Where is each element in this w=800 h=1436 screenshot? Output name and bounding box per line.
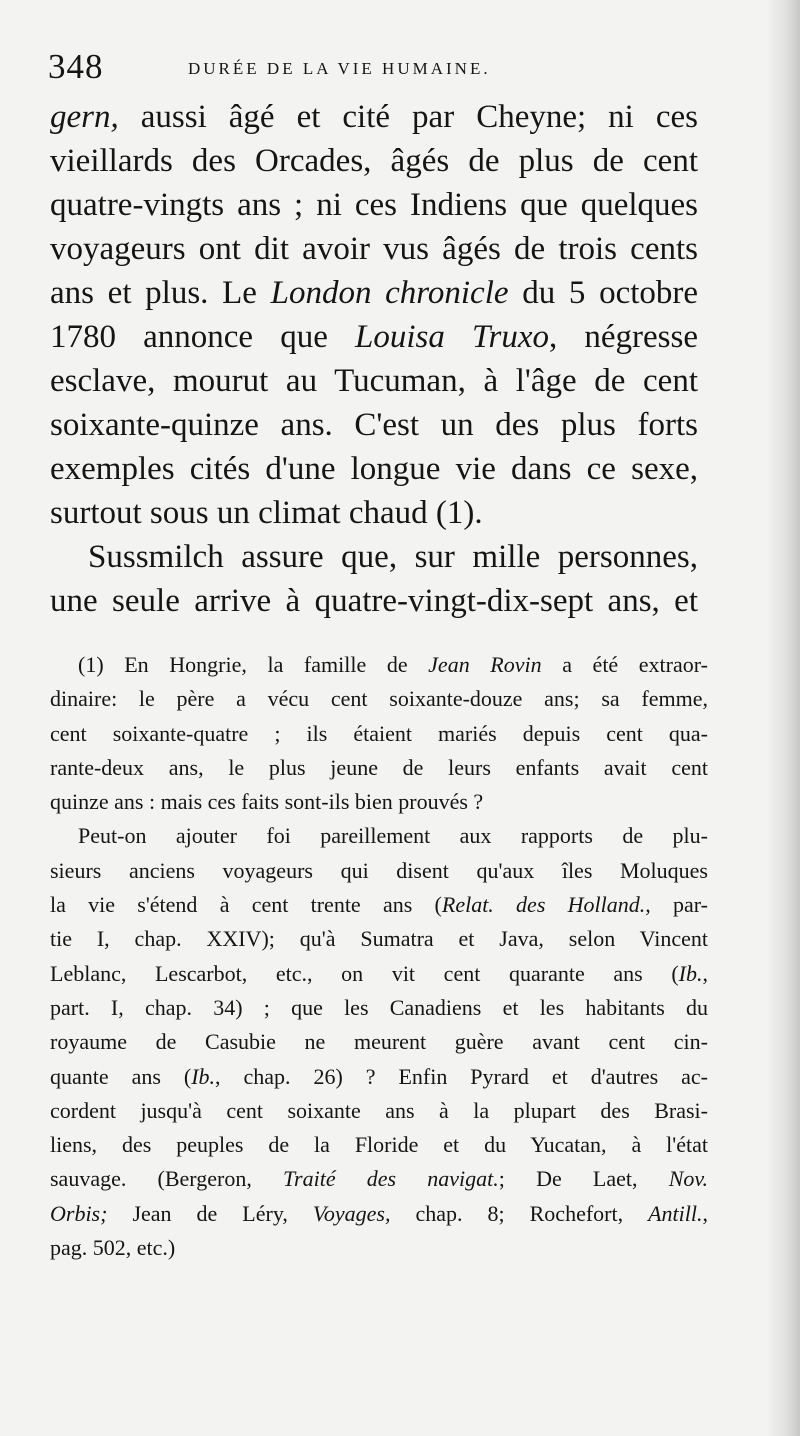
page-number: 348: [48, 47, 104, 86]
text-line: une seule arrive à quatre-vingt-dix-sept ans, et: [50, 583, 698, 619]
footnote-line: (1) En Hongrie, la famille de Jean Rovin a été extraor-: [78, 652, 708, 677]
running-title: DURÉE DE LA VIE HUMAINE.: [188, 59, 491, 78]
footnote-line: sieurs anciens voyageurs qui disent qu'aux îles Moluques: [50, 857, 708, 883]
footnote-line: royaume de Casubie ne meurent guère avant cent cin-: [50, 1029, 708, 1055]
text-line: surtout sous un climat chaud (1).: [50, 495, 483, 531]
text-line: 1780 annonce que Louisa Truxo, négresse: [50, 319, 698, 355]
footnote-line: quante ans (Ib., chap. 26) ? Enfin Pyrard et d'autres ac-: [50, 1063, 709, 1089]
footnote-line: la vie s'étend à cent trente ans (Relat. des Holland., par-: [50, 892, 708, 918]
footnote-line: rante-deux ans, le plus jeune de leurs enfants avait cent: [50, 754, 708, 780]
text-line: quatre-vingts ans ; ni ces Indiens que quelques: [50, 187, 698, 223]
footnote-line: Orbis; Jean de Léry, Voyages, chap. 8; Rochefort, Antill.,: [50, 1200, 708, 1226]
page-header: [48, 45, 708, 89]
page-edge-shadow: [766, 0, 800, 1436]
footnote-line: dinaire: le père a vécu cent soixante-douze ans; sa femme,: [50, 686, 708, 712]
text-line: esclave, mourut au Tucuman, à l'âge de cent: [50, 363, 698, 399]
footnote-line: liens, des peuples de la Floride et du Yucatan, à l'état: [50, 1132, 708, 1158]
footnote-line: sauvage. (Bergeron, Traité des navigat.; De Laet, Nov.: [50, 1166, 708, 1192]
text-line: voyageurs ont dit avoir vus âgés de trois cents: [50, 231, 698, 267]
footnote-line: Peut-on ajouter foi pareillement aux rapports de plu-: [78, 823, 708, 849]
text-line: ans et plus. Le London chronicle du 5 octobre: [50, 275, 699, 311]
footnote-line: pag. 502, etc.): [50, 1235, 176, 1261]
footnote-line: Leblanc, Lescarbot, etc., on vit cent quarante ans (Ib.,: [50, 960, 708, 986]
text-line: vieillards des Orcades, âgés de plus de cent: [50, 143, 698, 179]
main-text: [50, 95, 698, 623]
footnote-line: tie I, chap. XXIV); qu'à Sumatra et Java, selon Vincent: [50, 926, 708, 952]
footnote-line: quinze ans : mais ces faits sont-ils bien prouvés ?: [50, 789, 484, 815]
text-line: Sussmilch assure que, sur mille personnes,: [88, 539, 698, 575]
text-line: soixante-quinze ans. C'est un des plus forts: [50, 407, 698, 443]
footnote: [50, 648, 708, 1265]
footnote-line: part. I, chap. 34) ; que les Canadiens et les habitants du: [50, 994, 708, 1020]
footnote-line: cent soixante-quatre ; ils étaient mariés depuis cent qua-: [50, 720, 708, 746]
footnote-line: cordent jusqu'à cent soixante ans à la plupart des Brasi-: [50, 1097, 708, 1123]
text-line: exemples cités d'une longue vie dans ce sexe,: [50, 451, 698, 487]
text-line: gern, aussi âgé et cité par Cheyne; ni ces: [50, 99, 698, 135]
